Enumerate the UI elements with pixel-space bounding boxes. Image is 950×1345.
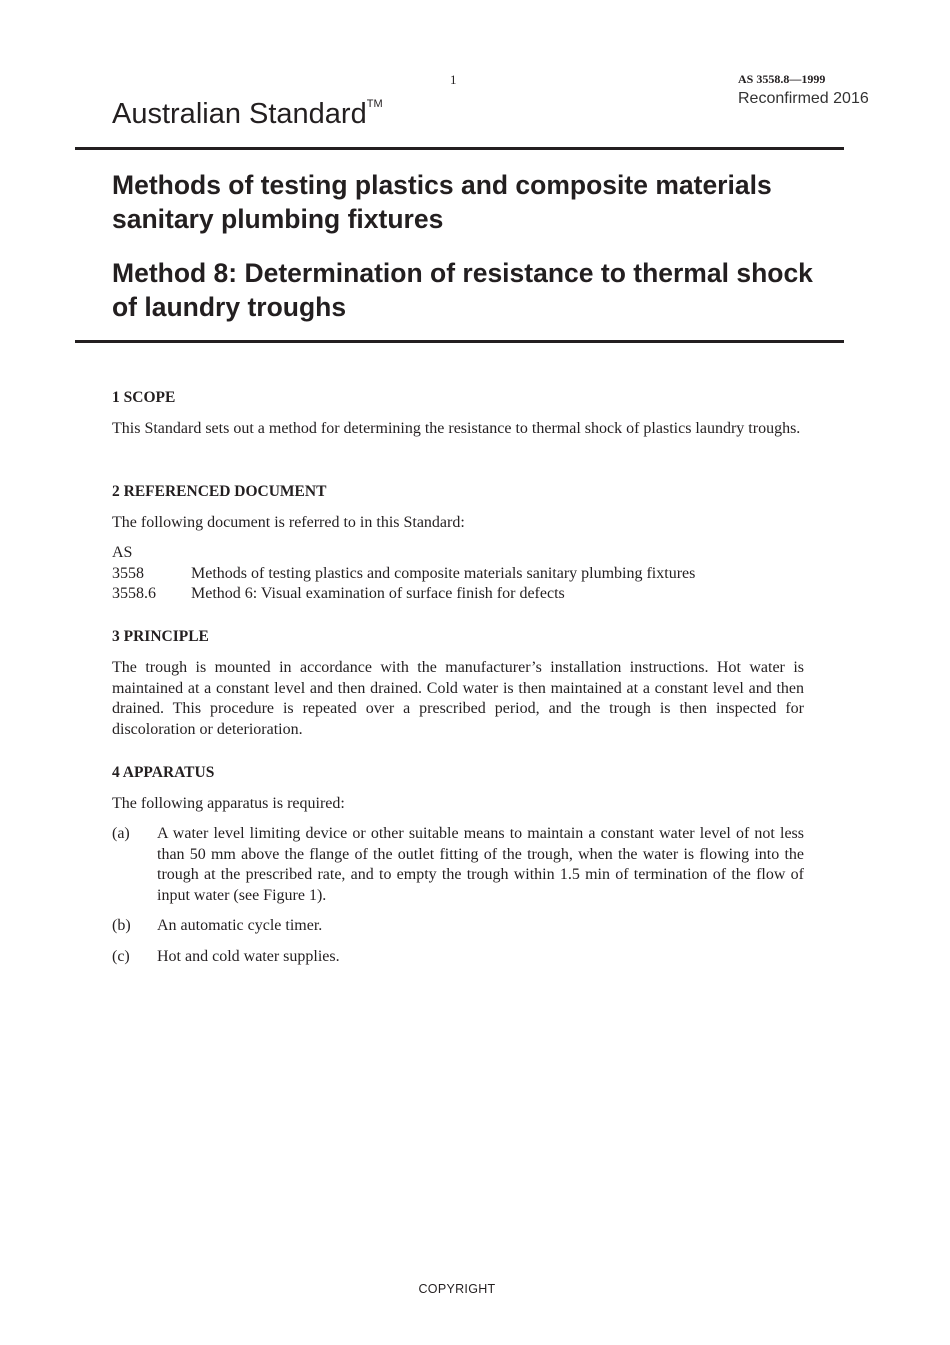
reference-code: 3558 — [112, 564, 144, 582]
section-text-scope: This Standard sets out a method for determining the resistance to thermal shock of plastics laundry troughs. — [112, 420, 801, 437]
section-heading-apparatus: 4 APPARATUS — [112, 764, 215, 781]
list-item-marker: (a) — [112, 825, 130, 842]
apparatus-list — [112, 824, 804, 978]
reference-title: Method 6: Visual examination of surface finish for defects — [191, 585, 565, 603]
reference-title: Methods of testing plastics and composite materials sanitary plumbing fixtures — [191, 564, 696, 582]
bottom-divider — [75, 340, 844, 343]
referenced-documents-list — [112, 543, 804, 605]
method-title: Method 8: Determination of resistance to thermal shock of laundry troughs — [112, 258, 813, 322]
list-item-text: Hot and cold water supplies. — [157, 947, 340, 965]
list-item — [112, 947, 804, 968]
section-heading-referenced: 2 REFERENCED DOCUMENT — [112, 483, 327, 500]
brand-title — [112, 98, 383, 131]
copyright-footer: COPYRIGHT — [418, 1282, 496, 1296]
reference-row — [112, 564, 804, 585]
list-item-marker: (b) — [112, 917, 131, 935]
section-text-apparatus: The following apparatus is required: — [112, 795, 345, 812]
reference-prefix: AS — [112, 544, 133, 561]
section-text-referenced: The following document is referred to in this Standard: — [112, 514, 465, 531]
reference-row — [112, 584, 804, 605]
reconfirmed-note: Reconfirmed 2016 — [738, 90, 869, 107]
document-title: Methods of testing plastics and composite materials sanitary plumbing fixtures — [112, 170, 772, 234]
reference-code: 3558.6 — [112, 585, 156, 603]
section-heading-scope: 1 SCOPE — [112, 389, 176, 406]
page-number: 1 — [450, 72, 457, 87]
section-heading-principle: 3 PRINCIPLE — [112, 628, 209, 645]
list-item — [112, 916, 804, 937]
section-text-principle: The trough is mounted in accordance with the manufacturer’s installation instructions. Hot water is maintained at a constant level and then drained. Cold water is then maintained at a constant level and then drained. This procedure is repeated over a prescribed period, and the trough is then inspected for discoloration or deterioration. — [112, 659, 804, 738]
top-divider — [75, 147, 844, 150]
list-item-text: A water level limiting device or other suitable means to maintain a constant water level of not less than 50 mm above the flange of the outlet fitting of the trough, when the water is flowing into the trough at the prescribed rate, and to empty the trough within 1.5 min of termination of the flow of input water (see Figure 1). — [157, 825, 804, 904]
list-item-text: An automatic cycle timer. — [157, 917, 323, 935]
document-reference: AS 3558.8—1999 — [738, 72, 826, 86]
list-item — [112, 824, 804, 906]
brand-name: Australian Standard — [112, 98, 367, 130]
trademark-mark: TM — [366, 98, 383, 110]
list-item-marker: (c) — [112, 947, 130, 965]
